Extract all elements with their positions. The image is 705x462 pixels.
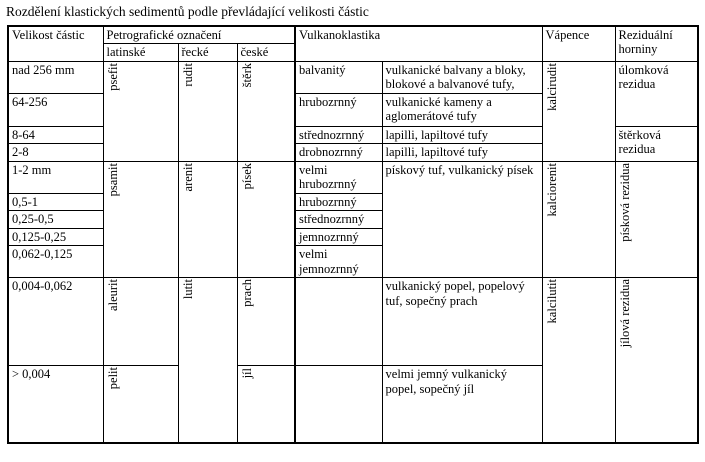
residual-piskova-label: písková rezidua	[617, 162, 632, 242]
greek-lutit-label: lutit	[180, 279, 195, 300]
header-limestones: Vápence	[542, 26, 615, 62]
header-size: Velikost částic	[8, 26, 103, 62]
cell-description: vulkanický popel, popelový tuf, sopečný prach	[382, 278, 542, 366]
cell-size: 0,5-1	[8, 193, 103, 211]
cell-size: 64-256	[8, 93, 103, 126]
cell-grain: střednozrnný	[295, 126, 382, 144]
limestone-kalcilutit-label: kalcilutit	[544, 279, 559, 324]
cell-limestone-kalcilutit	[542, 278, 615, 443]
cell-grain: střednozrnný	[295, 211, 382, 229]
table-row	[8, 61, 698, 93]
cell-greek-arenit	[178, 161, 237, 278]
cell-czech-pisek	[237, 161, 295, 278]
cell-grain	[295, 278, 382, 366]
latin-psefit-label: psefit	[105, 62, 120, 91]
cell-residual-piskova	[615, 161, 698, 278]
cell-size: 0,25-0,5	[8, 211, 103, 229]
header-volcanoclastics: Vulkanoklastika	[295, 26, 542, 62]
czech-jil-label: jíl	[239, 367, 254, 378]
cell-greek-lutit	[178, 278, 237, 443]
greek-arenit-label: arenit	[180, 162, 195, 191]
limestone-kalcirudit-label: kalcirudit	[544, 62, 559, 111]
cell-size: 2-8	[8, 144, 103, 162]
cell-description: lapilli, lapiltové tufy	[382, 144, 542, 162]
cell-greek-rudit	[178, 61, 237, 161]
header-czech: české	[237, 44, 295, 62]
clastic-sediments-table	[7, 25, 699, 444]
cell-residual-ulomkova: úlomková rezidua	[615, 61, 698, 126]
cell-limestone-kalciorenit	[542, 161, 615, 278]
cell-grain	[295, 366, 382, 443]
cell-description: vulkanické kameny a aglomerátové tufy	[382, 93, 542, 126]
latin-psamit-label: psamit	[105, 162, 120, 196]
cell-latin-psefit	[103, 61, 178, 161]
cell-grain: velmi jemnozrnný	[295, 246, 382, 278]
cell-size: > 0,004	[8, 366, 103, 443]
cell-size: 0,062-0,125	[8, 246, 103, 278]
header-residual: Reziduální horniny	[615, 26, 698, 62]
header-petrographic: Petrografické označení	[103, 26, 295, 44]
cell-grain: hrubozrnný	[295, 193, 382, 211]
cell-latin-aleurit	[103, 278, 178, 366]
header-latin: latinské	[103, 44, 178, 62]
cell-description: lapilli, lapiltové tufy	[382, 126, 542, 144]
cell-latin-psamit	[103, 161, 178, 278]
czech-sterk-label: štěrk	[239, 62, 254, 87]
cell-grain: drobnozrnný	[295, 144, 382, 162]
cell-size: 0,004-0,062	[8, 278, 103, 366]
cell-residual-jilova	[615, 278, 698, 443]
czech-pisek-label: písek	[239, 162, 254, 189]
cell-czech-jil	[237, 366, 295, 443]
cell-description: pískový tuf, vulkanický písek	[382, 161, 542, 278]
table-caption: Rozdělení klastických sedimentů podle převládající velikosti částic	[6, 4, 369, 19]
greek-rudit-label: rudit	[180, 62, 195, 87]
header-greek: řecké	[178, 44, 237, 62]
cell-czech-sterk	[237, 61, 295, 161]
cell-grain: hrubozrnný	[295, 93, 382, 126]
header-row-top	[8, 26, 698, 44]
cell-czech-prach	[237, 278, 295, 366]
cell-size: 1-2 mm	[8, 161, 103, 193]
table-row	[8, 278, 698, 366]
cell-size: 8-64	[8, 126, 103, 144]
cell-description: velmi jemný vulkanický popel, sopečný jíl	[382, 366, 542, 443]
cell-description: vulkanické balvany a bloky, blokové a balvanové tufy,	[382, 61, 542, 93]
cell-limestone-kalcirudit	[542, 61, 615, 161]
latin-aleurit-label: aleurit	[105, 279, 120, 311]
cell-grain: velmi hrubozrnný	[295, 161, 382, 193]
residual-jilova-label: jílová rezidua	[617, 279, 632, 348]
cell-grain: jemnozrnný	[295, 228, 382, 246]
cell-residual-sterkova: štěrková rezidua	[615, 126, 698, 161]
cell-grain: balvanitý	[295, 61, 382, 93]
cell-latin-pelit	[103, 366, 178, 443]
czech-prach-label: prach	[239, 279, 254, 307]
cell-size: 0,125-0,25	[8, 228, 103, 246]
latin-pelit-label: pelit	[105, 367, 120, 390]
limestone-kalciorenit-label: kalciorenit	[544, 162, 559, 216]
cell-size: nad 256 mm	[8, 61, 103, 93]
table-row	[8, 161, 698, 193]
